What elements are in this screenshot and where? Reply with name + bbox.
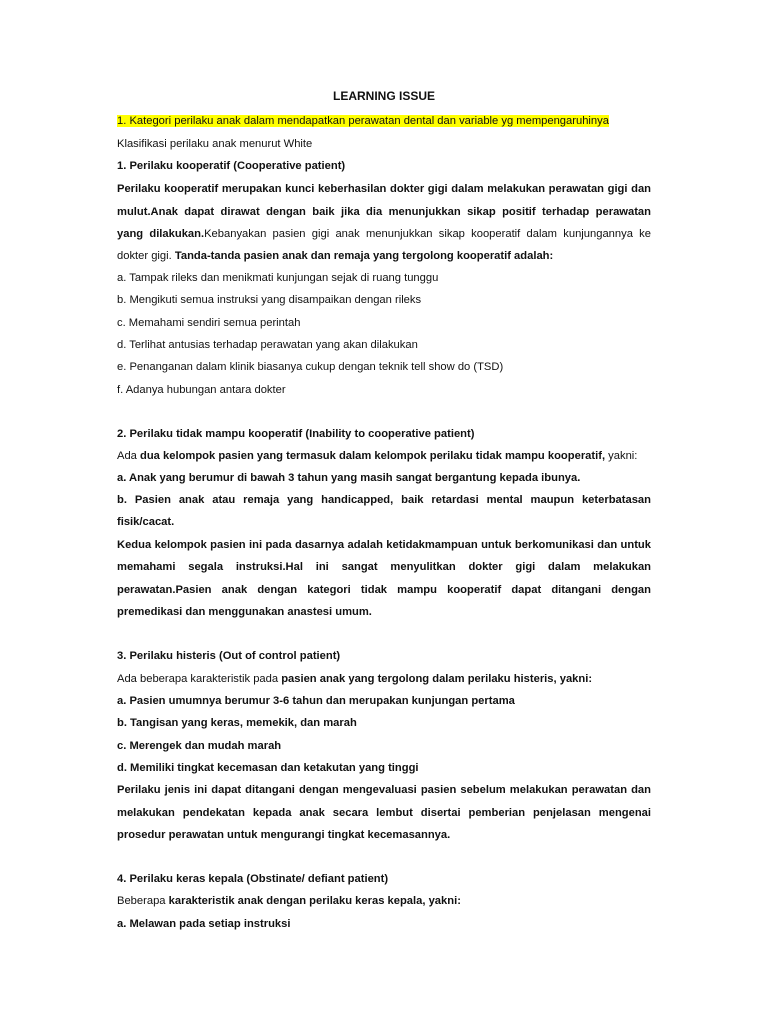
section-2-item-a: a. Anak yang berumur di bawah 3 tahun yang masih sangat bergantung kepada ibunya. xyxy=(117,472,581,484)
list-item: c. Merengek dan mudah marah xyxy=(117,740,282,752)
list-item: a. Tampak rileks dan menikmati kunjungan sejak di ruang tunggu xyxy=(117,272,439,284)
bold-run: karakteristik anak dengan perilaku keras kepala, yakni: xyxy=(168,895,461,907)
section-3-paragraph-line-2: melakukan pendekatan kepada anak secara lembut disertai pemberian penjelasan mengenai xyxy=(117,807,651,819)
bold-run: Tanda-tanda pasien anak dan remaja yang tergolong kooperatif adalah: xyxy=(174,250,554,262)
list-item: b. Mengikuti semua instruksi yang disampaikan dengan rileks xyxy=(117,294,422,306)
section-3-paragraph-line-3: prosedur perawatan untuk mengurangi tingkat kecemasannya. xyxy=(117,829,451,841)
section-1-paragraph-line-4 xyxy=(117,248,651,264)
normal-run: dokter gigi. xyxy=(117,250,175,262)
question-1 xyxy=(117,113,651,129)
section-2-paragraph-line-3: perawatan.Pasien anak dengan kategori tidak mampu kooperatif dapat ditangani dengan xyxy=(117,584,651,596)
list-item: e. Penanganan dalam klinik biasanya cukup dengan teknik tell show do (TSD) xyxy=(117,361,504,373)
section-2-paragraph-line-1: Kedua kelompok pasien ini pada dasarnya adalah ketidakmampuan untuk berkomunikasi dan untuk xyxy=(117,539,651,551)
section-4-intro xyxy=(117,893,651,909)
section-3-intro xyxy=(117,671,651,687)
section-2-item-b-line-2: fisik/cacat. xyxy=(117,516,175,528)
bold-run: pasien anak yang tergolong dalam perilaku histeris, yakni: xyxy=(281,673,593,685)
section-1-paragraph-line-2: mulut.Anak dapat dirawat dengan baik jika dia menunjukkan sikap positif terhadap perawatan xyxy=(117,206,651,218)
normal-run: Ada xyxy=(117,450,141,462)
section-2-intro xyxy=(117,448,651,464)
list-item: b. Tangisan yang keras, memekik, dan marah xyxy=(117,717,357,729)
section-3-heading: 3. Perilaku histeris (Out of control patient) xyxy=(117,650,341,662)
section-4-heading: 4. Perilaku keras kepala (Obstinate/ defiant patient) xyxy=(117,873,389,885)
section-1-paragraph-line-1: Perilaku kooperatif merupakan kunci keberhasilan dokter gigi dalam melakukan perawatan gigi dan xyxy=(117,183,651,195)
list-item: f. Adanya hubungan antara dokter xyxy=(117,384,286,396)
normal-run: Beberapa xyxy=(117,895,169,907)
normal-run: Ada beberapa karakteristik pada xyxy=(117,673,282,685)
section-1-paragraph-line-3 xyxy=(117,226,651,242)
normal-run: yakni: xyxy=(605,450,638,462)
section-2-heading: 2. Perilaku tidak mampu kooperatif (Inability to cooperative patient) xyxy=(117,428,475,440)
bold-run: yang dilakukan. xyxy=(117,228,205,240)
bold-run: dua kelompok pasien yang termasuk dalam kelompok perilaku tidak mampu kooperatif, xyxy=(140,450,606,462)
section-2-paragraph-line-2: memahami segala instruksi.Hal ini sangat menyulitkan dokter gigi dalam melakukan xyxy=(117,561,651,573)
list-item: d. Memiliki tingkat kecemasan dan ketakutan yang tinggi xyxy=(117,762,419,774)
section-4-item-a: a. Melawan pada setiap instruksi xyxy=(117,918,291,930)
page-title: LEARNING ISSUE xyxy=(332,89,435,103)
list-item: a. Pasien umumnya berumur 3-6 tahun dan merupakan kunjungan pertama xyxy=(117,695,515,707)
section-2-paragraph-line-4: premedikasi dan menggunakan anastesi umum. xyxy=(117,606,372,618)
section-3-paragraph-line-1: Perilaku jenis ini dapat ditangani dengan mengevaluasi pasien sebelum melakukan perawatan dan xyxy=(117,784,651,796)
highlighted-question: 1. Kategori perilaku anak dalam mendapatkan perawatan dental dan variable yg mempengaruhinya xyxy=(117,115,609,127)
section-2-item-b-line-1: b. Pasien anak atau remaja yang handicapped, baik retardasi mental maupun keterbatasan xyxy=(117,494,651,506)
section-1-heading: 1. Perilaku kooperatif (Cooperative patient) xyxy=(117,160,346,172)
classification-line: Klasifikasi perilaku anak menurut White xyxy=(117,138,313,150)
normal-run: Kebanyakan pasien gigi anak menunjukkan sikap kooperatif dalam kunjungannya ke xyxy=(204,228,651,240)
list-item: d. Terlihat antusias terhadap perawatan yang akan dilakukan xyxy=(117,339,418,351)
list-item: c. Memahami sendiri semua perintah xyxy=(117,317,301,329)
